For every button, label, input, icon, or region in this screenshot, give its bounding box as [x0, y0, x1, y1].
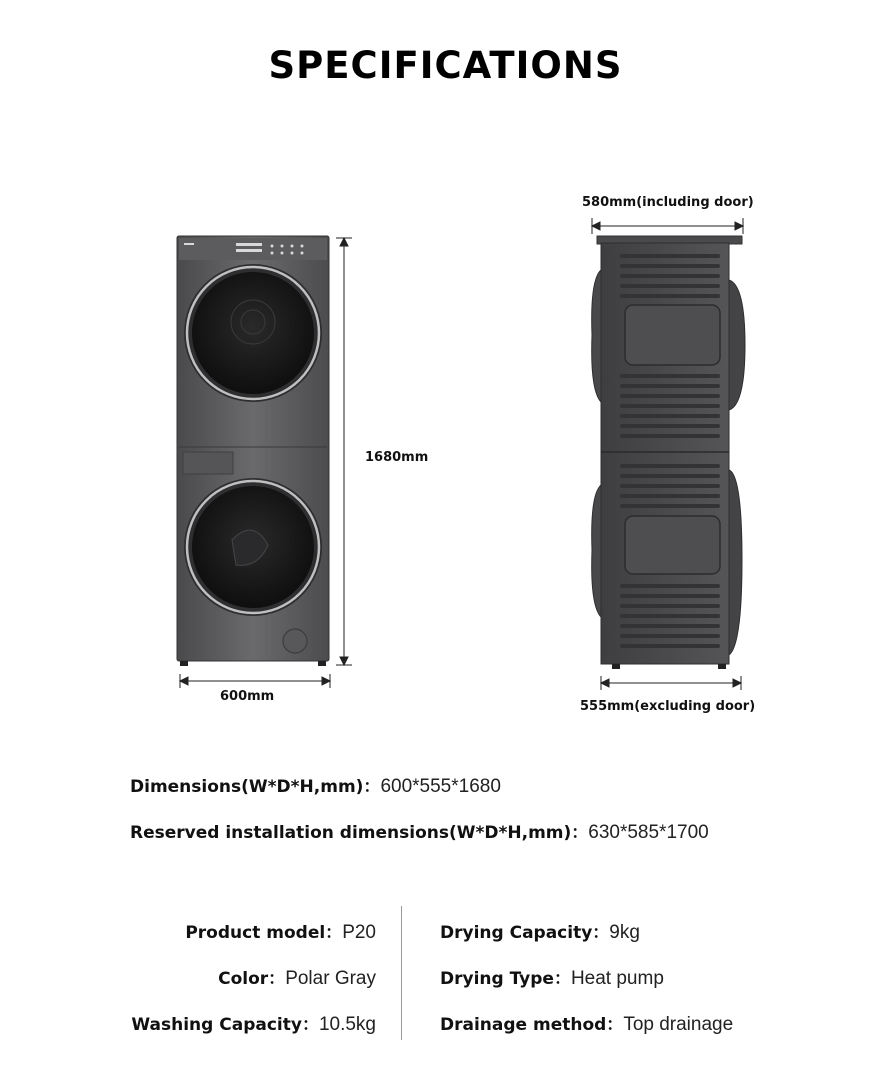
page-title: SPECIFICATIONS — [268, 44, 623, 87]
depth-including-door-line — [592, 218, 743, 234]
spec-product-model — [185, 918, 376, 944]
dimensions-line — [130, 772, 501, 798]
depth-excluding-door-label: 555mm(excluding door) — [580, 699, 756, 714]
side-view — [592, 236, 745, 669]
reserved-dimensions-value: 630*585*1700 — [588, 822, 709, 843]
front-view — [177, 236, 329, 666]
spec-color — [218, 964, 376, 990]
spec-key: Color： — [218, 969, 286, 989]
depth-excluding-door-line — [601, 676, 741, 690]
spec-washing-capacity — [131, 1010, 376, 1036]
spec-key: Washing Capacity： — [131, 1015, 319, 1035]
spec-value: P20 — [342, 922, 376, 943]
spec-value: 9kg — [609, 922, 640, 943]
reserved-dimensions-key: Reserved installation dimensions(W*D*H,mm)： — [130, 823, 589, 843]
spec-key: Drainage method： — [440, 1015, 624, 1035]
spec-drying-type — [440, 964, 664, 990]
dimensions-key: Dimensions(W*D*H,mm)： — [130, 777, 381, 797]
width-dimension-line — [180, 674, 330, 688]
spec-key: Drying Type： — [440, 969, 571, 989]
spec-value: Heat pump — [570, 968, 664, 989]
width-label: 600mm — [220, 689, 275, 704]
spec-drainage-method — [440, 1010, 733, 1036]
spec-value: 10.5kg — [318, 1014, 376, 1035]
spec-drying-capacity — [440, 918, 640, 944]
depth-including-door-label: 580mm(including door) — [582, 195, 754, 210]
height-label: 1680mm — [365, 450, 429, 465]
dimensions-value: 600*555*1680 — [380, 776, 501, 797]
height-dimension-line — [336, 238, 352, 665]
spec-value: Top drainage — [623, 1014, 734, 1035]
reserved-dimensions-line — [130, 818, 709, 844]
spec-key: Product model： — [185, 923, 343, 943]
spec-value: Polar Gray — [285, 968, 376, 989]
column-divider — [401, 906, 402, 1040]
spec-key: Drying Capacity： — [440, 923, 610, 943]
